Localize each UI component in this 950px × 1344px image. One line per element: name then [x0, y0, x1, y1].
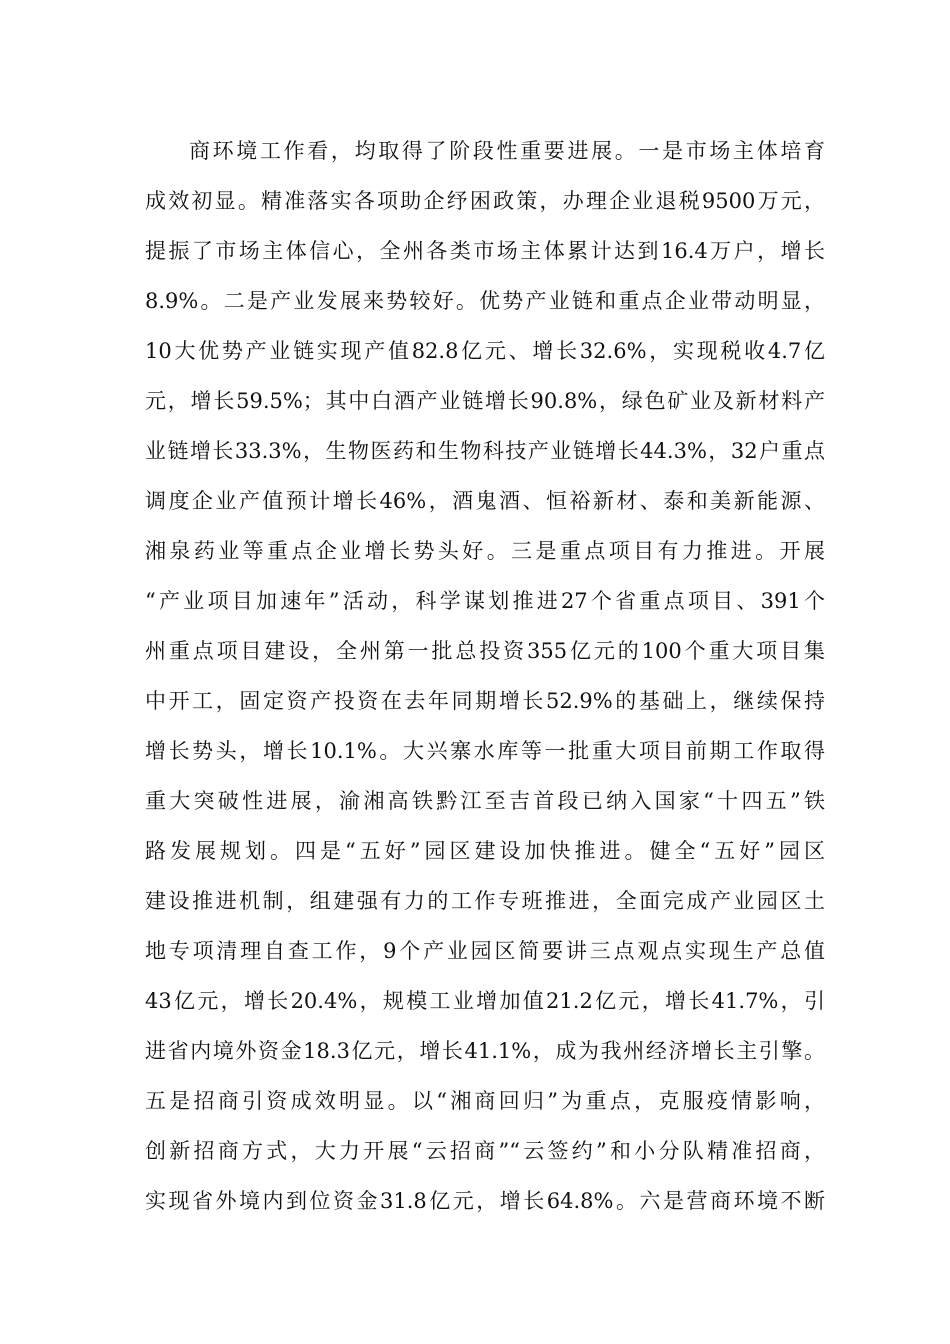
text-line: 提振了市场主体信心，全州各类市场主体累计达到16.4万户，增长: [145, 239, 825, 263]
text-line: 43亿元，增长20.4%，规模工业增加值21.2亿元，增长41.7%，引: [145, 989, 825, 1013]
text-line: 重大突破性进展，渝湘高铁黔江至吉首段已纳入国家“十四五”铁: [145, 789, 825, 813]
text-line: 商环境工作看，均取得了阶段性重要进展。一是市场主体培育: [189, 139, 825, 163]
text-line: 增长势头，增长10.1%。大兴寨水库等一批重大项目前期工作取得: [145, 739, 825, 763]
text-line: 成效初显。精准落实各项助企纾困政策，办理企业退税9500万元，: [145, 189, 825, 213]
text-line: 五是招商引资成效明显。以“湘商回归”为重点，克服疫情影响，: [145, 1089, 825, 1113]
text-line: “产业项目加速年”活动，科学谋划推进27个省重点项目、391个: [145, 589, 825, 613]
text-line: 中开工，固定资产投资在去年同期增长52.9%的基础上，继续保持: [145, 689, 825, 713]
text-line: 湘泉药业等重点企业增长势头好。三是重点项目有力推进。开展: [145, 539, 825, 563]
text-line: 创新招商方式，大力开展“云招商”“云签约”和小分队精准招商，: [145, 1139, 825, 1163]
text-line: 元，增长59.5%；其中白酒产业链增长90.8%，绿色矿业及新材料产: [145, 389, 825, 413]
text-line: 实现省外境内到位资金31.8亿元，增长64.8%。六是营商环境不断: [145, 1189, 825, 1213]
text-line: 进省内境外资金18.3亿元，增长41.1%，成为我州经济增长主引擎。: [145, 1039, 825, 1063]
text-line: 州重点项目建设，全州第一批总投资355亿元的100个重大项目集: [145, 639, 825, 663]
text-line: 8.9%。二是产业发展来势较好。优势产业链和重点企业带动明显，: [145, 289, 825, 313]
text-line: 路发展规划。四是“五好”园区建设加快推进。健全“五好”园区: [145, 839, 825, 863]
text-line: 调度企业产值预计增长46%，酒鬼酒、恒裕新材、泰和美新能源、: [145, 489, 825, 513]
body-paragraph: [145, 126, 825, 1226]
text-line: 业链增长33.3%，生物医药和生物科技产业链增长44.3%，32户重点: [145, 439, 825, 463]
text-line: 10大优势产业链实现产值82.8亿元、增长32.6%，实现税收4.7亿: [145, 339, 825, 363]
text-line: 地专项清理自查工作，9个产业园区简要讲三点观点实现生产总值: [145, 939, 825, 963]
text-line: 建设推进机制，组建强有力的工作专班推进，全面完成产业园区土: [145, 889, 825, 913]
